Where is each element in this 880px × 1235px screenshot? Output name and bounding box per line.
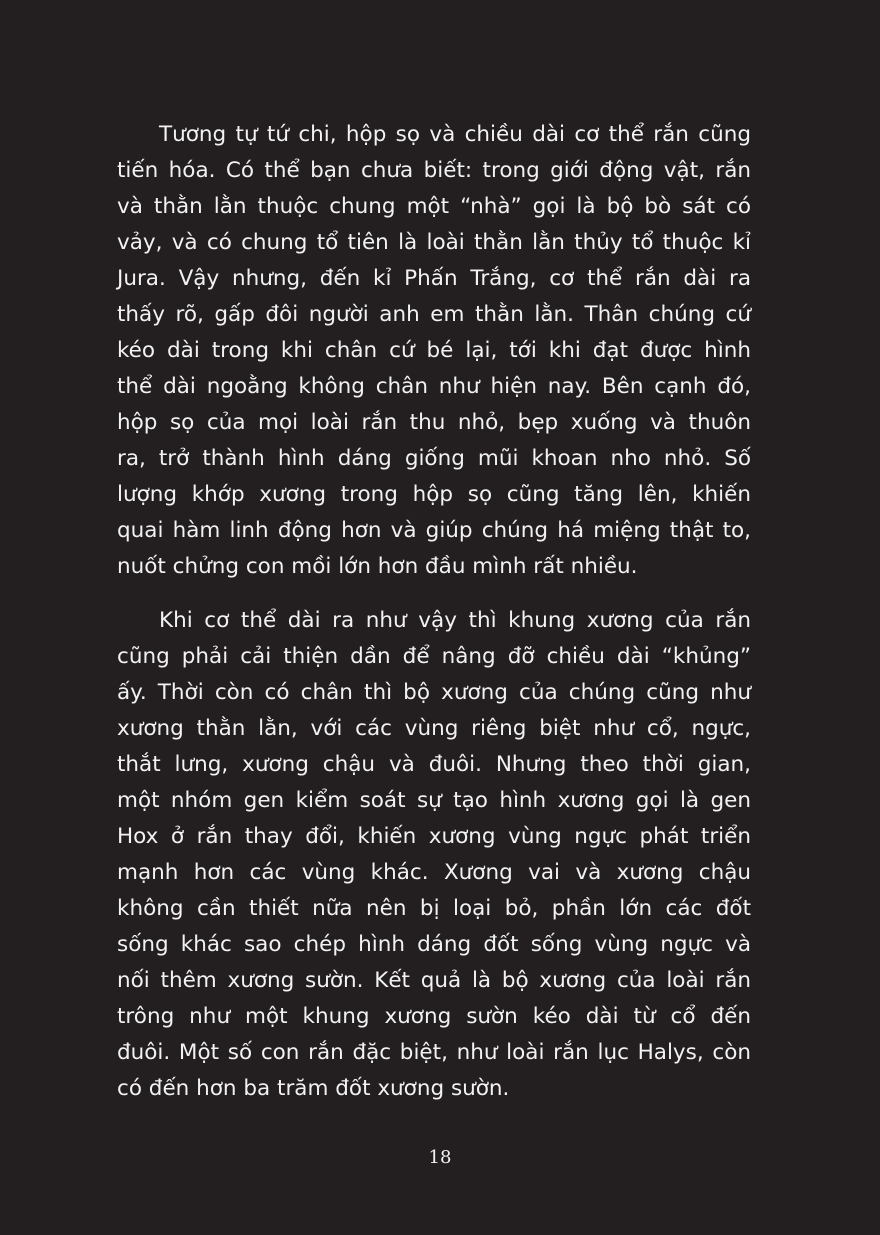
text-line: sống khác sao chép hình dáng đốt sống vùng ngực và [117, 932, 751, 957]
text-line: trông như một khung xương sườn kéo dài từ cổ đến [117, 1004, 751, 1029]
text-line: không cần thiết nữa nên bị loại bỏ, phần lớn các đốt [117, 896, 751, 921]
text-line: và thằn lằn thuộc chung một “nhà” gọi là bộ bò sát có [117, 194, 751, 219]
text-line: nuốt chửng con mồi lớn hơn đầu mình rất nhiều. [117, 554, 638, 579]
text-line: Tương tự tứ chi, hộp sọ và chiều dài cơ thể rắn cũng [159, 122, 751, 147]
text-line: quai hàm linh động hơn và giúp chúng há miệng thật to, [117, 518, 751, 543]
paragraph-2 [117, 603, 751, 1107]
text-line: có đến hơn ba trăm đốt xương sườn. [117, 1076, 510, 1101]
text-line: vảy, và có chung tổ tiên là loài thằn lằn thủy tổ thuộc kỉ [117, 230, 751, 255]
text-line: một nhóm gen kiểm soát sự tạo hình xương gọi là gen [117, 788, 751, 813]
text-line: kéo dài trong khi chân cứ bé lại, tới khi đạt được hình [117, 338, 751, 363]
text-line: ấy. Thời còn có chân thì bộ xương của chúng cũng như [117, 680, 751, 705]
text-line: lượng khớp xương trong hộp sọ cũng tăng lên, khiến [117, 482, 751, 507]
paragraph-1 [117, 117, 751, 585]
text-line: Khi cơ thể dài ra như vậy thì khung xương của rắn [159, 608, 751, 633]
text-line: mạnh hơn các vùng khác. Xương vai và xương chậu [117, 860, 751, 885]
page-number: 18 [428, 1147, 452, 1168]
text-line: nối thêm xương sườn. Kết quả là bộ xương của loài rắn [117, 968, 751, 993]
text-line: Hox ở rắn thay đổi, khiến xương vùng ngực phát triển [117, 824, 751, 849]
text-line: thắt lưng, xương chậu và đuôi. Nhưng theo thời gian, [117, 752, 751, 777]
body-text [117, 117, 751, 1107]
text-line: ra, trở thành hình dáng giống mũi khoan nho nhỏ. Số [117, 446, 751, 471]
text-line: đuôi. Một số con rắn đặc biệt, như loài rắn lục Halys, còn [117, 1040, 751, 1065]
text-line: hộp sọ của mọi loài rắn thu nhỏ, bẹp xuống và thuôn [117, 410, 751, 435]
text-line: cũng phải cải thiện dần để nâng đỡ chiều dài “khủng” [117, 644, 751, 669]
text-line: thể dài ngoằng không chân như hiện nay. Bên cạnh đó, [117, 374, 751, 399]
text-line: Jura. Vậy nhưng, đến kỉ Phấn Trắng, cơ thể rắn dài ra [117, 266, 751, 291]
text-line: thấy rõ, gấp đôi người anh em thằn lằn. Thân chúng cứ [117, 302, 751, 327]
text-line: tiến hóa. Có thể bạn chưa biết: trong giới động vật, rắn [117, 158, 751, 183]
paragraph-spacer [117, 585, 751, 603]
text-line: xương thằn lằn, với các vùng riêng biệt như cổ, ngực, [117, 716, 751, 741]
